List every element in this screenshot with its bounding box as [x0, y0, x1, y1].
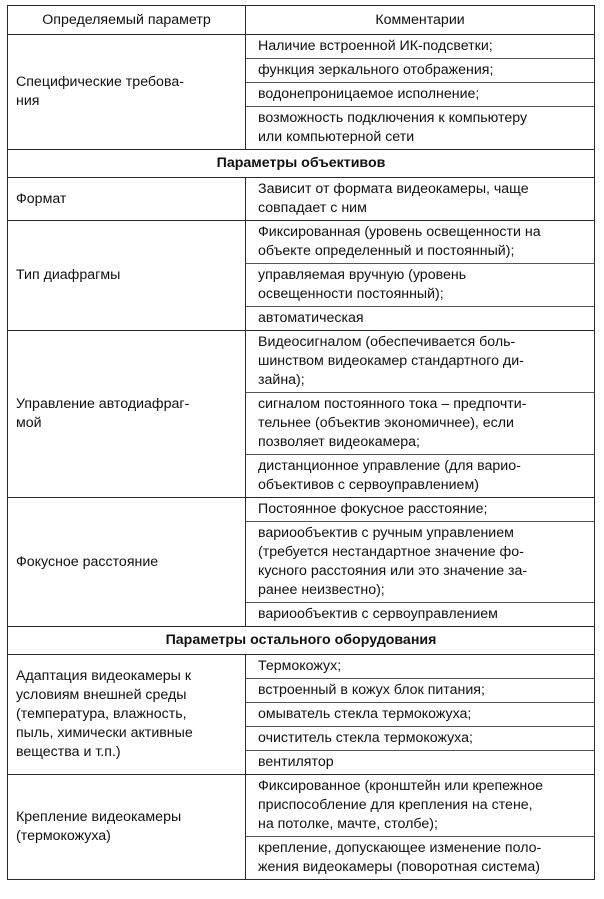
param-text: пыль, химически активные	[16, 725, 193, 741]
comment-item	[246, 678, 594, 702]
comment-text: жения видеокамеры (поворотная система)	[258, 859, 540, 875]
table-section-lenses	[8, 150, 595, 178]
param-text: Фокусное расстояние	[16, 553, 159, 570]
comment-cell	[246, 775, 595, 880]
comment-text: дистанционное управление (для варио-	[258, 458, 521, 474]
comment-text: Фиксированная (уровень освещенности на	[258, 224, 541, 240]
comment-cell	[246, 498, 595, 627]
table-row	[8, 655, 595, 775]
table-row	[8, 775, 595, 880]
comment-item	[246, 221, 594, 263]
comment-cell	[246, 221, 595, 331]
comment-item	[246, 602, 594, 626]
comment-text: возможность подключения к компьютеру	[258, 110, 528, 126]
param-text: Тип диафрагмы	[16, 267, 121, 283]
comment-text: Наличие встроенной ИК-подсветки;	[258, 38, 493, 54]
section-row	[8, 627, 595, 655]
section-heading-equipment: Параметры остального оборудования	[8, 627, 595, 655]
comment-item	[246, 836, 594, 879]
param-cell	[8, 655, 246, 775]
table-group-general	[8, 35, 595, 150]
comment-text: вариообъектив с сервоуправлением	[258, 606, 498, 622]
param-cell	[8, 331, 246, 498]
comment-text: Постоянное фокусное расстояние;	[258, 501, 488, 517]
comment-text: сигналом постоянного тока – предпочти-	[258, 396, 527, 412]
param-text: Адаптация видеокамеры к	[16, 668, 192, 684]
comment-cell	[246, 331, 595, 498]
param-text: Специфические требова-	[16, 74, 184, 90]
comment-item	[246, 106, 594, 149]
comment-text: объективов с сервоуправлением)	[258, 477, 479, 493]
param-text: мой	[16, 415, 42, 431]
comment-item	[246, 655, 594, 678]
comment-text: очиститель стекла термокожуха;	[258, 730, 473, 746]
comment-text: тельнее (объектив экономичнее), если	[258, 415, 514, 431]
comment-item	[246, 82, 594, 106]
header-param-column: Определяемый параметр	[8, 6, 246, 35]
param-cell	[8, 221, 246, 331]
comment-text: ранее неизвестно);	[258, 582, 385, 598]
comment-item	[246, 306, 594, 330]
comment-item	[246, 331, 594, 392]
comment-text: Зависит от формата видеокамеры, чаще	[258, 181, 529, 197]
param-cell	[8, 178, 246, 221]
comment-cell	[246, 655, 595, 775]
comment-text: крепление, допускающее изменение поло-	[258, 840, 542, 856]
comment-cell	[246, 35, 595, 150]
comment-text: омыватель стекла термокожуха;	[258, 706, 472, 722]
comment-text: приспособление для крепления на стене,	[258, 797, 533, 813]
comment-item	[246, 750, 594, 774]
table-row	[8, 35, 595, 150]
comment-item	[246, 392, 594, 454]
table-row	[8, 178, 595, 221]
comment-text: или компьютерной сети	[258, 129, 415, 145]
comment-item	[246, 702, 594, 726]
comment-text: вариообъектив с ручным управлением	[258, 525, 514, 541]
comment-text: Фиксированное (кронштейн или крепежное	[258, 778, 543, 794]
param-cell	[8, 35, 246, 150]
param-text: условиям внешней среды	[16, 687, 187, 703]
comment-text: Видеосигналом (обеспечивается боль-	[258, 334, 516, 350]
section-heading-lenses: Параметры объективов	[8, 150, 595, 178]
comment-text: зайна);	[258, 372, 305, 388]
comment-cell	[246, 178, 595, 221]
param-text: (температура, влажность,	[16, 706, 187, 722]
comment-text: на потолке, мачте, столбе);	[258, 816, 438, 832]
comment-text: Термокожух;	[258, 658, 342, 674]
param-text: Формат	[16, 190, 67, 207]
parameters-table	[7, 5, 595, 880]
table-section-equipment	[8, 627, 595, 655]
comment-text: совпадает с ним	[258, 200, 367, 216]
comment-item	[246, 775, 594, 836]
comment-item	[246, 521, 594, 602]
param-cell	[8, 498, 246, 627]
section-row	[8, 150, 595, 178]
comment-item	[246, 178, 594, 220]
table-row	[8, 331, 595, 498]
comment-text: функция зеркального отображения;	[258, 62, 494, 78]
param-text: Управление автодиафраг-	[16, 396, 190, 412]
comment-text: шинством видеокамер стандартного ди-	[258, 353, 524, 369]
comment-item	[246, 454, 594, 497]
table-row	[8, 498, 595, 627]
table-group-lenses	[8, 178, 595, 627]
comment-item	[246, 58, 594, 82]
comment-text: кусного расстояния или это значение за-	[258, 563, 528, 579]
comment-item	[246, 498, 594, 521]
comment-text: объекте определенный и постоянный);	[258, 243, 515, 259]
comment-text: (требуется нестандартное значение фо-	[258, 544, 524, 560]
comment-text: управляемая вручную (уровень	[258, 267, 467, 283]
comment-text: водонепроницаемое исполнение;	[258, 86, 480, 102]
param-text: вещества и т.п.)	[16, 744, 121, 760]
comment-text: вентилятор	[258, 754, 334, 770]
comment-item	[246, 263, 594, 306]
table-row	[8, 221, 595, 331]
header-comment-column: Комментарии	[246, 6, 595, 35]
comment-text: автоматическая	[258, 310, 364, 326]
param-text: (термокожуха)	[16, 828, 111, 844]
comment-item	[246, 35, 594, 58]
param-text: ния	[16, 93, 40, 109]
comment-text: встроенный в кожух блок питания;	[258, 682, 485, 698]
comment-text: позволяет видеокамера;	[258, 434, 420, 450]
comment-text: освещенности постоянный);	[258, 286, 444, 302]
param-text: Крепление видеокамеры	[16, 809, 182, 825]
table-group-equipment	[8, 655, 595, 880]
param-cell	[8, 775, 246, 880]
header-row	[8, 6, 595, 35]
comment-item	[246, 726, 594, 750]
